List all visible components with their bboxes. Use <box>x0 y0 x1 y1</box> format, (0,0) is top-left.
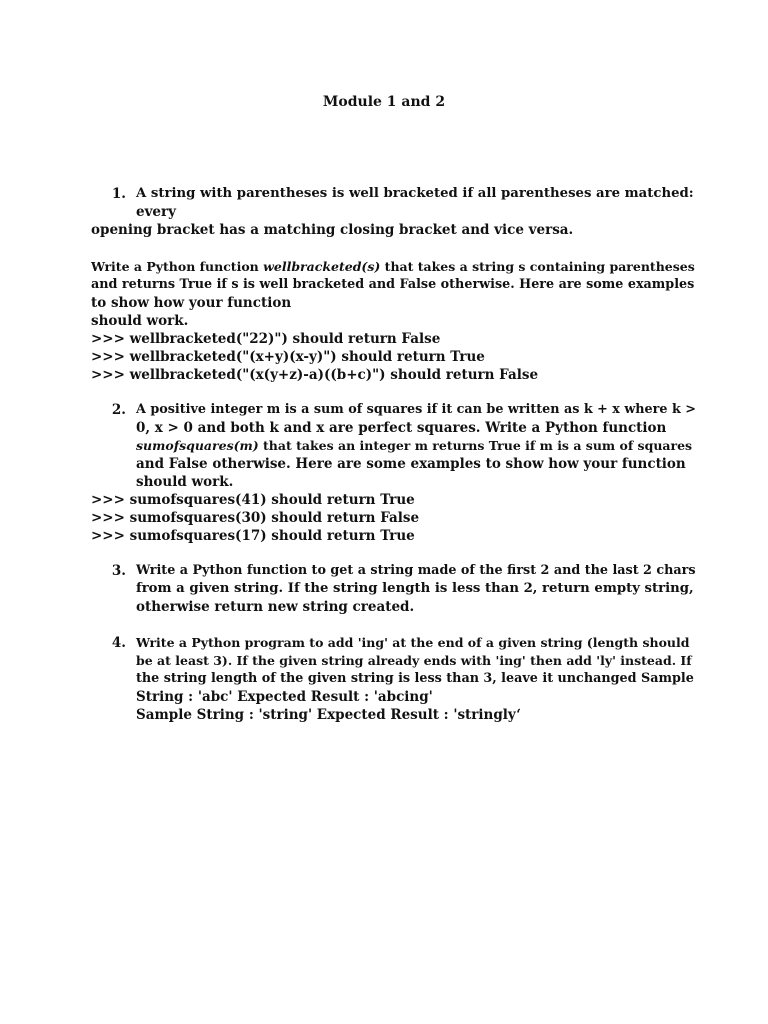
q3-line-2: from a given string. If the string length is less than 2, return empty string, <box>136 581 694 596</box>
q3-line-3: otherwise return new string created. <box>136 599 415 615</box>
q2-line-2: 0, x > 0 and both k and x are perfect squares. Write a Python function <box>136 420 667 436</box>
q1-example-2: >>> wellbracketed("(x+y)(x-y)") should return True <box>91 349 485 365</box>
q4-line-3: the string length of the given string is less than 3, leave it unchanged Sample <box>136 671 694 686</box>
q2-line-3-post: that takes an integer m returns True if m is a sum of squares <box>258 438 693 453</box>
q3-number: 3. <box>111 563 126 579</box>
q1-line-3: opening bracket has a matching closing bracket and vice versa. <box>91 222 574 238</box>
q2-function-name: sumofsquares(m) <box>136 438 259 453</box>
q4-line-4: String : 'abc' Expected Result : 'abcing' <box>136 689 433 705</box>
document-title: Module 1 and 2 <box>322 94 446 110</box>
q1-line-6: to show how your function <box>91 295 292 311</box>
q2-line-4: and False otherwise. Here are some examples to show how your function <box>136 456 686 472</box>
q2-line-3 <box>136 437 692 455</box>
q1-example-3: >>> wellbracketed("(x(y+z)-a)((b+c)") should return False <box>91 367 539 383</box>
q1-number: 1. <box>111 186 126 202</box>
q2-line-5: should work. <box>136 474 234 490</box>
q4-line-2: be at least 3). If the given string already ends with 'ing' then add 'ly' instead. If <box>136 653 692 668</box>
q2-example-3: >>> sumofsquares(17) should return True <box>91 528 415 544</box>
q1-line-4-pre: Write a Python function <box>91 259 264 274</box>
q1-line-2: every <box>136 204 176 220</box>
q1-line-4 <box>91 258 695 276</box>
q1-line-7: should work. <box>91 313 189 329</box>
q1-line-4-post: that takes a string s containing parentheses <box>380 259 695 274</box>
q1-line-5: and returns True if s is well bracketed and False otherwise. Here are some examples <box>91 277 695 292</box>
q3-line-1: Write a Python function to get a string made of the first 2 and the last 2 chars <box>136 563 696 578</box>
q1-example-1: >>> wellbracketed("22)") should return False <box>91 331 441 347</box>
q1-line-1: A string with parentheses is well bracketed if all parentheses are matched: <box>136 186 694 201</box>
q4-number: 4. <box>111 635 126 651</box>
q2-number: 2. <box>111 402 126 418</box>
q4-line-5: Sample String : 'string' Expected Result : 'stringly‘ <box>136 707 521 723</box>
q2-line-1: A positive integer m is a sum of squares if it can be written as k + x where k > <box>136 402 696 417</box>
q1-function-name: wellbracketed(s) <box>263 259 381 274</box>
q2-example-1: >>> sumofsquares(41) should return True <box>91 492 415 508</box>
q2-example-2: >>> sumofsquares(30) should return False <box>91 510 420 526</box>
q4-line-1: Write a Python program to add 'ing' at the end of a given string (length should <box>136 635 690 650</box>
